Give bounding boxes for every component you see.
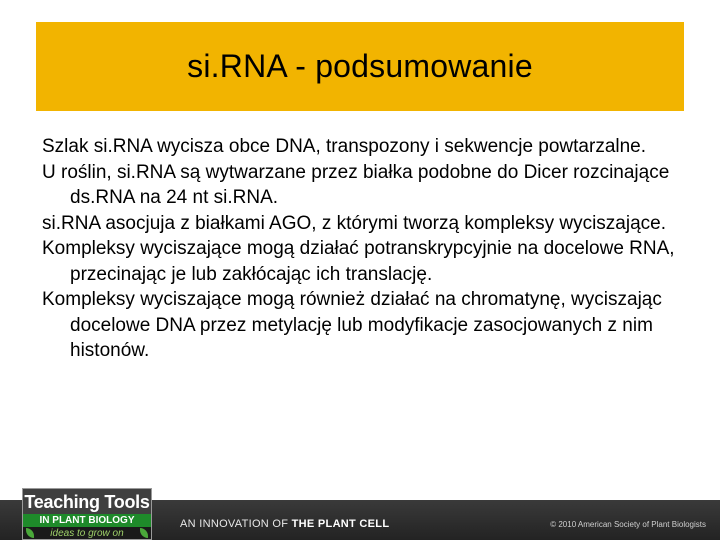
bullet-item: Szlak si.RNA wycisza obce DNA, transpozony i sekwencje powtarzalne.: [42, 136, 647, 157]
innovation-prefix: AN INNOVATION OF: [180, 518, 292, 530]
bullet-item: Kompleksy wyciszające mogą również działać na chromatynę, wyciszając docelowe DNA przez metylację lub modyfikacje zasocjowanych z nim histonów.: [42, 289, 662, 361]
teaching-tools-logo: [22, 488, 152, 540]
copyright-text: © 2010 American Society of Plant Biologists: [550, 520, 706, 529]
title-bar: [36, 22, 684, 111]
bullet-list: [42, 134, 692, 364]
innovation-credit: [180, 518, 389, 530]
logo-title: Teaching Tools: [22, 488, 152, 514]
innovation-brand: THE PLANT CELL: [291, 518, 390, 530]
slide-title: si.RNA - podsumowanie: [187, 48, 533, 84]
logo-subtitle: IN PLANT BIOLOGY: [22, 514, 152, 527]
bullet-item: Kompleksy wyciszające mogą działać potranskrypcyjnie na docelowe RNA, przecinając je lub zakłócając ich translację.: [42, 238, 675, 285]
bullet-item: U roślin, si.RNA są wytwarzane przez białka podobne do Dicer rozcinające ds.RNA na 24 nt si.RNA.: [42, 161, 670, 208]
bullet-item: si.RNA asocjuja z białkami AGO, z którymi tworzą kompleksy wyciszające.: [42, 212, 667, 234]
logo-tagline: ideas to grow on: [22, 527, 152, 540]
